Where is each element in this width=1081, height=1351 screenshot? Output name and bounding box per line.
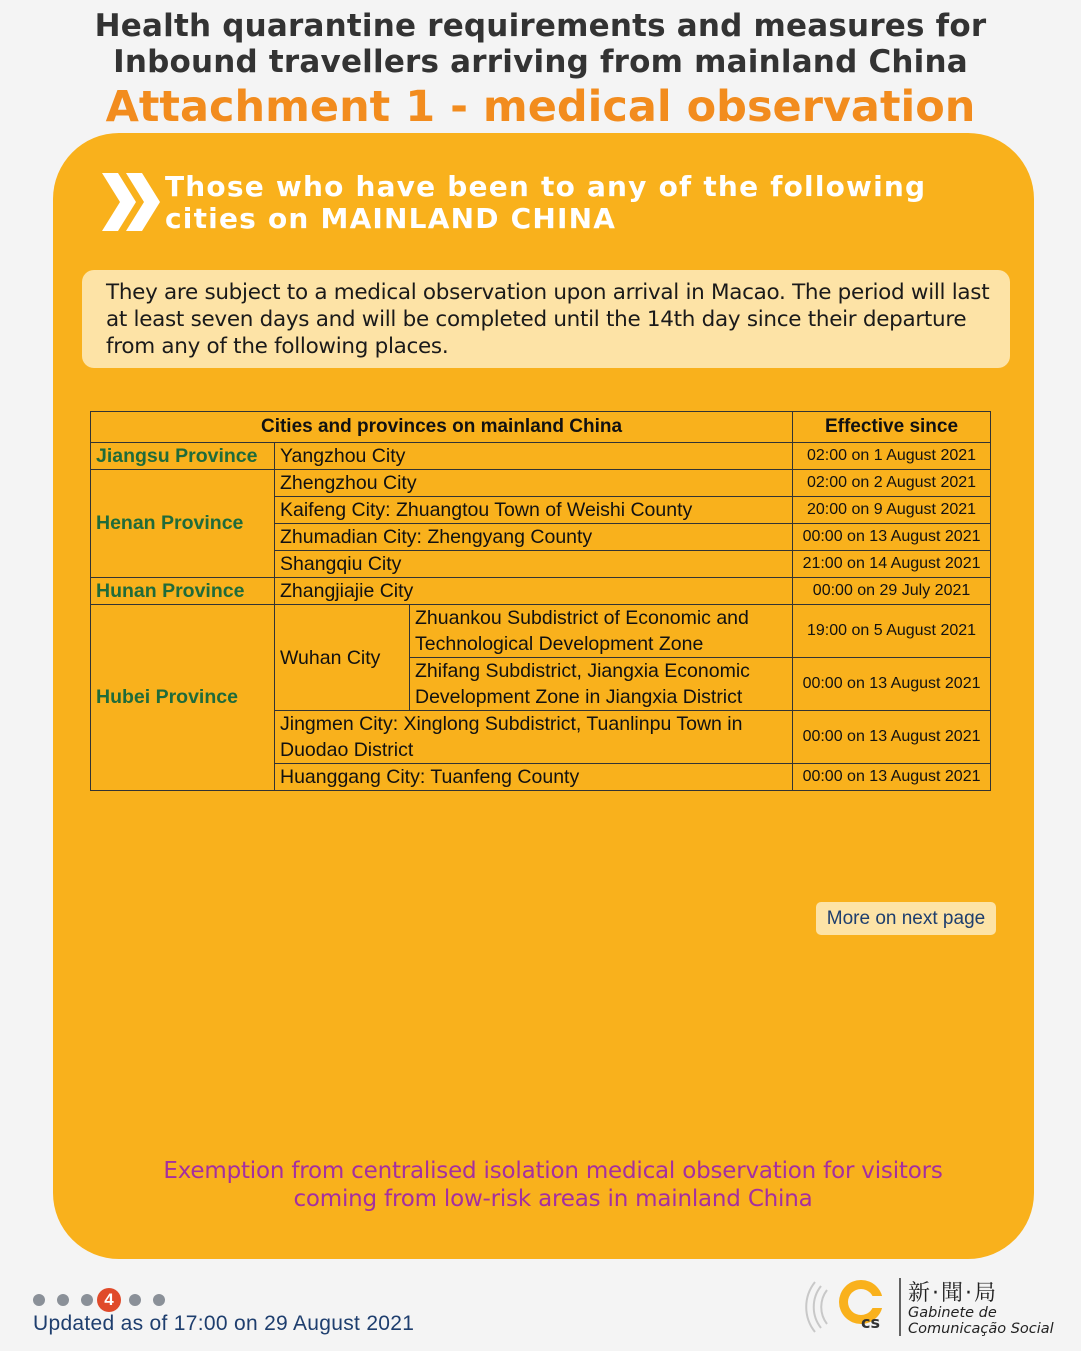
logo-pt-line-2: Comunicação Social xyxy=(908,1321,1054,1337)
date-zhumadian: 00:00 on 13 August 2021 xyxy=(793,524,991,551)
district-zhuankou: Zhuankou Subdistrict of Economic and Technological Development Zone xyxy=(410,605,793,658)
date-zhangjiajie: 00:00 on 29 July 2021 xyxy=(793,578,991,605)
city-zhangjiajie: Zhangjiajie City xyxy=(275,578,793,605)
province-hubei: Hubei Province xyxy=(91,605,275,791)
date-kaifeng: 20:00 on 9 August 2021 xyxy=(793,497,991,524)
logo-pt-line-1: Gabinete de xyxy=(908,1305,997,1321)
page-subtitle: Attachment 1 - medical observation xyxy=(105,82,976,132)
city-shangqiu: Shangqiu City xyxy=(275,551,793,578)
header-effective-since: Effective since xyxy=(793,412,991,443)
updated-timestamp: Updated as of 17:00 on 29 August 2021 xyxy=(33,1312,415,1335)
district-zhifang: Zhifang Subdistrict, Jiangxia Economic Development Zone in Jiangxia District xyxy=(410,658,793,711)
page-dot-1[interactable] xyxy=(33,1294,45,1306)
more-on-next-page-button[interactable]: More on next page xyxy=(816,902,996,935)
city-huanggang: Huanggang City: Tuanfeng County xyxy=(275,764,793,791)
date-zhuankou: 19:00 on 5 August 2021 xyxy=(793,605,991,658)
content-card xyxy=(53,133,1034,1259)
intro-text: They are subject to a medical observation upon arrival in Macao. The period will last at least seven days and will be completed until the 14th day since their departure from any of the following places. xyxy=(106,280,990,359)
gcs-logo-letters: cs xyxy=(861,1313,881,1332)
city-jingmen: Jingmen City: Xinglong Subdistrict, Tuanlinpu Town in Duodao District xyxy=(275,711,793,764)
date-jingmen: 00:00 on 13 August 2021 xyxy=(793,711,991,764)
header-places: Cities and provinces on mainland China xyxy=(91,412,793,443)
gcs-logo-mark-icon xyxy=(805,1272,905,1342)
page-dot-6[interactable] xyxy=(153,1294,165,1306)
date-zhengzhou: 02:00 on 2 August 2021 xyxy=(793,470,991,497)
city-yangzhou: Yangzhou City xyxy=(275,443,793,470)
page-title-line-1: Health quarantine requirements and measures for xyxy=(94,8,987,44)
table-header-row xyxy=(91,412,991,443)
section-heading xyxy=(165,171,985,235)
city-zhengzhou: Zhengzhou City xyxy=(275,470,793,497)
date-shangqiu: 21:00 on 14 August 2021 xyxy=(793,551,991,578)
date-zhifang: 00:00 on 13 August 2021 xyxy=(793,658,991,711)
exemption-link[interactable]: Exemption from centralised isolation medical observation for visitors coming from low-risk areas in mainland China xyxy=(163,1158,943,1212)
date-huanggang: 00:00 on 13 August 2021 xyxy=(793,764,991,791)
table-row xyxy=(91,605,991,658)
province-jiangsu: Jiangsu Province xyxy=(91,443,275,470)
logo-portuguese-text xyxy=(908,1305,1054,1337)
section-heading-line-1: Those who have been to any of the following xyxy=(165,170,927,203)
city-wuhan: Wuhan City xyxy=(275,605,410,711)
province-henan: Henan Province xyxy=(91,470,275,578)
page-dot-current[interactable]: 4 xyxy=(97,1288,121,1312)
province-hunan: Hunan Province xyxy=(91,578,275,605)
table-row xyxy=(91,443,991,470)
gcs-logo xyxy=(805,1272,1075,1342)
page-dot-3[interactable] xyxy=(81,1294,93,1306)
city-kaifeng: Kaifeng City: Zhuangtou Town of Weishi County xyxy=(275,497,793,524)
table-row xyxy=(91,578,991,605)
double-chevron-right-icon xyxy=(102,173,162,231)
table-row xyxy=(91,470,991,497)
cities-table xyxy=(90,411,991,791)
page-dot-2[interactable] xyxy=(57,1294,69,1306)
page-header xyxy=(0,8,1081,132)
date-yangzhou: 02:00 on 1 August 2021 xyxy=(793,443,991,470)
section-heading-line-2: cities on MAINLAND CHINA xyxy=(165,202,617,235)
intro-box xyxy=(82,270,1010,368)
logo-chinese-text: 新·聞·局 xyxy=(908,1281,998,1306)
page-dot-5[interactable] xyxy=(129,1294,141,1306)
page-title-line-2: Inbound travellers arriving from mainland China xyxy=(113,44,968,80)
city-zhumadian: Zhumadian City: Zhengyang County xyxy=(275,524,793,551)
